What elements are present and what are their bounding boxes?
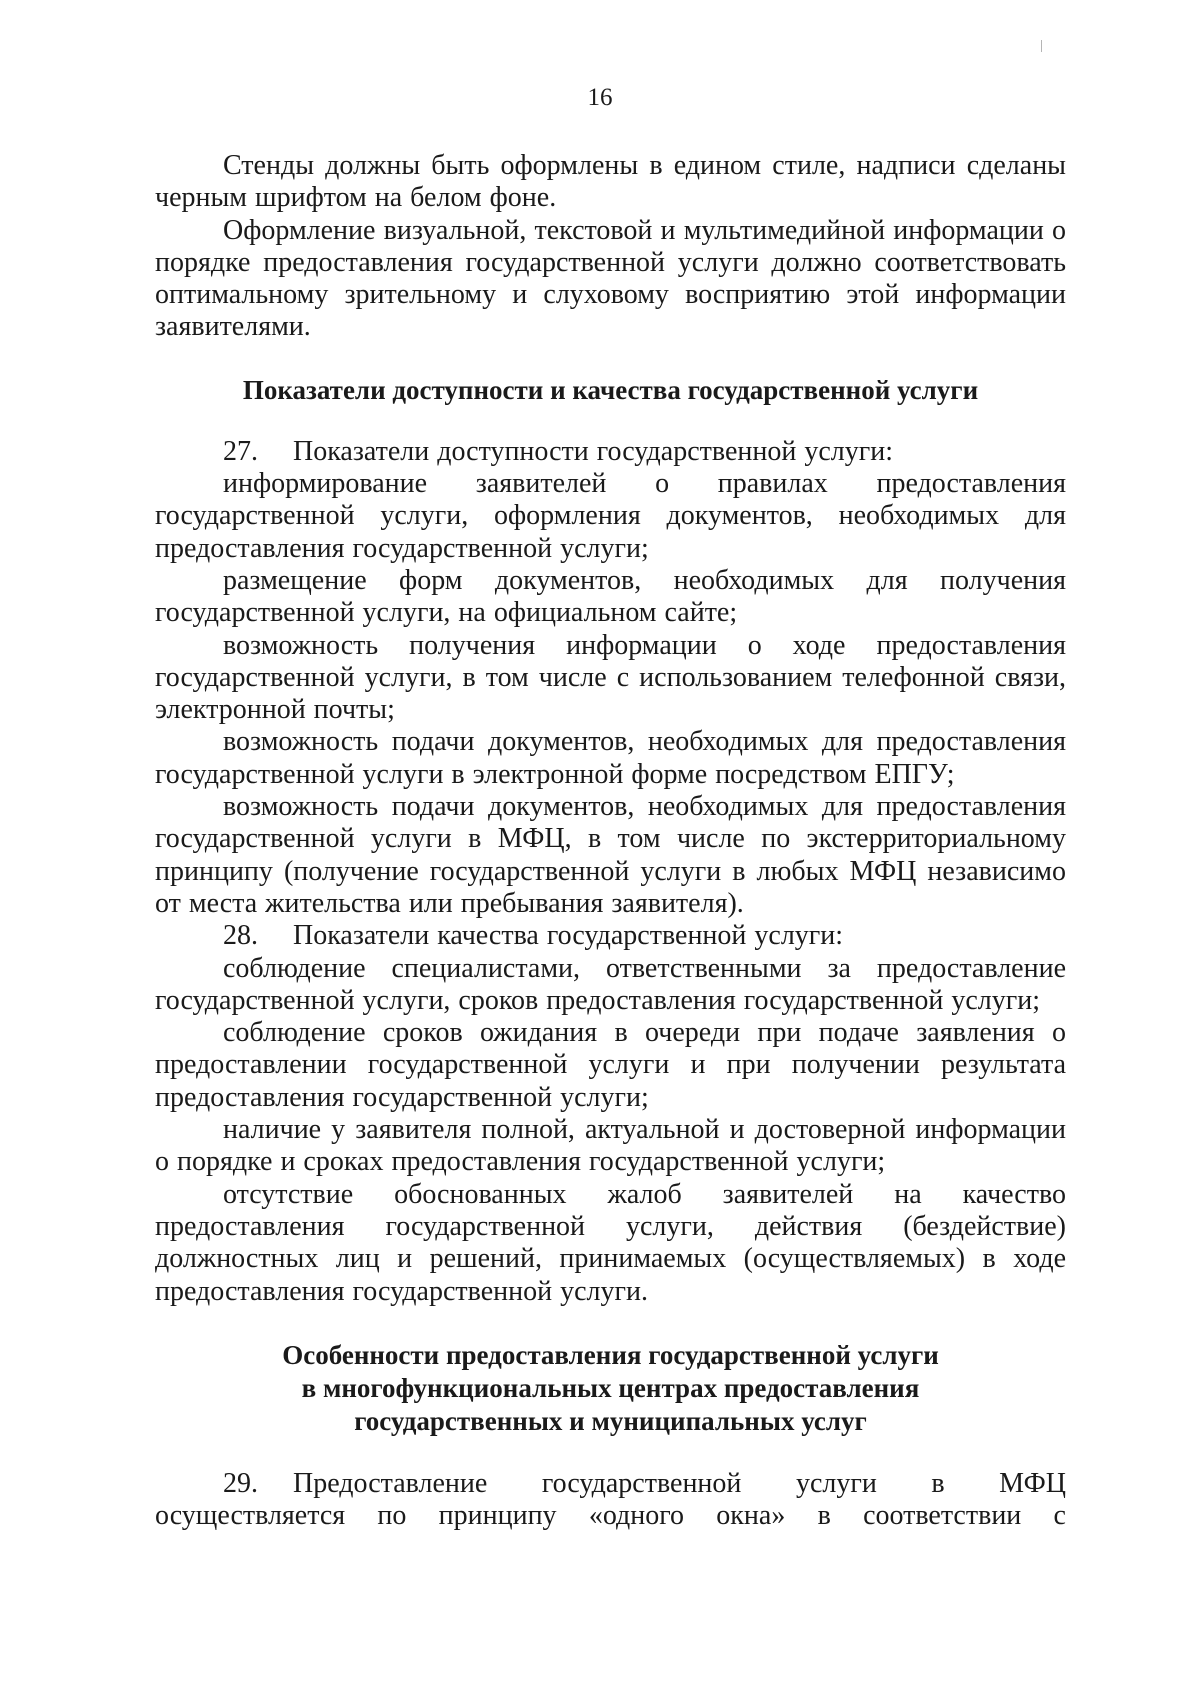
item-29 (155, 1468, 1066, 1533)
section-heading-mfc-line-2: в многофункциональных центрах предоставления (301, 1372, 920, 1403)
item-27-subitem-forms: размещение форм документов, необходимых для получения государственной услуги, на официальном сайте; (155, 564, 1066, 629)
item-27 (155, 436, 1066, 468)
item-28-subitem-information: наличие у заявителя полной, актуальной и достоверной информации о порядке и сроках предоставления государственной услуги; (155, 1114, 1066, 1178)
section-heading-accessibility: Показатели доступности и качества государственной услуги (242, 374, 979, 405)
paragraph-visual-info: Оформление визуальной, текстовой и мультимедийной информации о порядке предоставления государственной услуги должно соответствовать оптимальному зрительному и слуховому восприятию этой информации заявителями. (155, 214, 1066, 343)
item-27-subitem-progress-info: возможность получения информации о ходе предоставления государственной услуги, в том числе с использованием телефонной связи, электронной почты; (155, 629, 1066, 726)
item-27-subitem-informing: информирование заявителей о правилах предоставления государственной услуги, оформления документов, необходимых для предоставления государственной услуги; (155, 468, 1066, 564)
item-28-subitem-queue: соблюдение сроков ожидания в очереди при подаче заявления о предоставлении государственной услуги и при получении результата предоставления государственной услуги; (155, 1017, 1066, 1113)
item-27-subitem-mfc: возможность подачи документов, необходимых для предоставления государственной услуги в МФЦ, в том числе по экстерриториальному принципу (получение государственной услуги в любых МФЦ независимо от места жительства или пребывания заявителя). (155, 791, 1066, 919)
item-29-text: Предоставление государственной услуги в МФЦ осуществляется по принципу «одного окна» в соответствии с (155, 1467, 1066, 1532)
item-28-text: Показатели качества государственной услуги: (293, 920, 844, 952)
item-28-number: 28. (223, 920, 258, 952)
section-heading-mfc-line-1: Особенности предоставления государственной услуги (282, 1339, 939, 1370)
item-28 (155, 920, 1066, 952)
section-heading-mfc (155, 1339, 1066, 1438)
scan-artifact-mark (1041, 40, 1042, 52)
item-29-number: 29. (223, 1467, 258, 1499)
item-28-subitem-deadlines: соблюдение специалистами, ответственными за предоставление государственной услуги, сроков предоставления государственной услуги; (155, 952, 1066, 1016)
section-heading-mfc-line-3: государственных и муниципальных услуг (354, 1405, 867, 1436)
paragraph-stands: Стенды должны быть оформлены в едином стиле, надписи сделаны черным шрифтом на белом фоне. (155, 150, 1066, 214)
item-27-number: 27. (223, 435, 258, 467)
item-27-subitem-electronic: возможность подачи документов, необходимых для предоставления государственной услуги в электронной форме посредством ЕПГУ; (155, 726, 1066, 790)
page-number: 16 (587, 84, 613, 111)
item-28-subitem-complaints: отсутствие обоснованных жалоб заявителей на качество предоставления государственной услуги, действия (бездействие) должностных лиц и решений, принимаемых (осуществляемых) в ходе предоставления государственной услуги. (155, 1178, 1066, 1307)
document-body (155, 150, 1066, 1532)
item-27-text: Показатели доступности государственной услуги: (293, 435, 893, 467)
